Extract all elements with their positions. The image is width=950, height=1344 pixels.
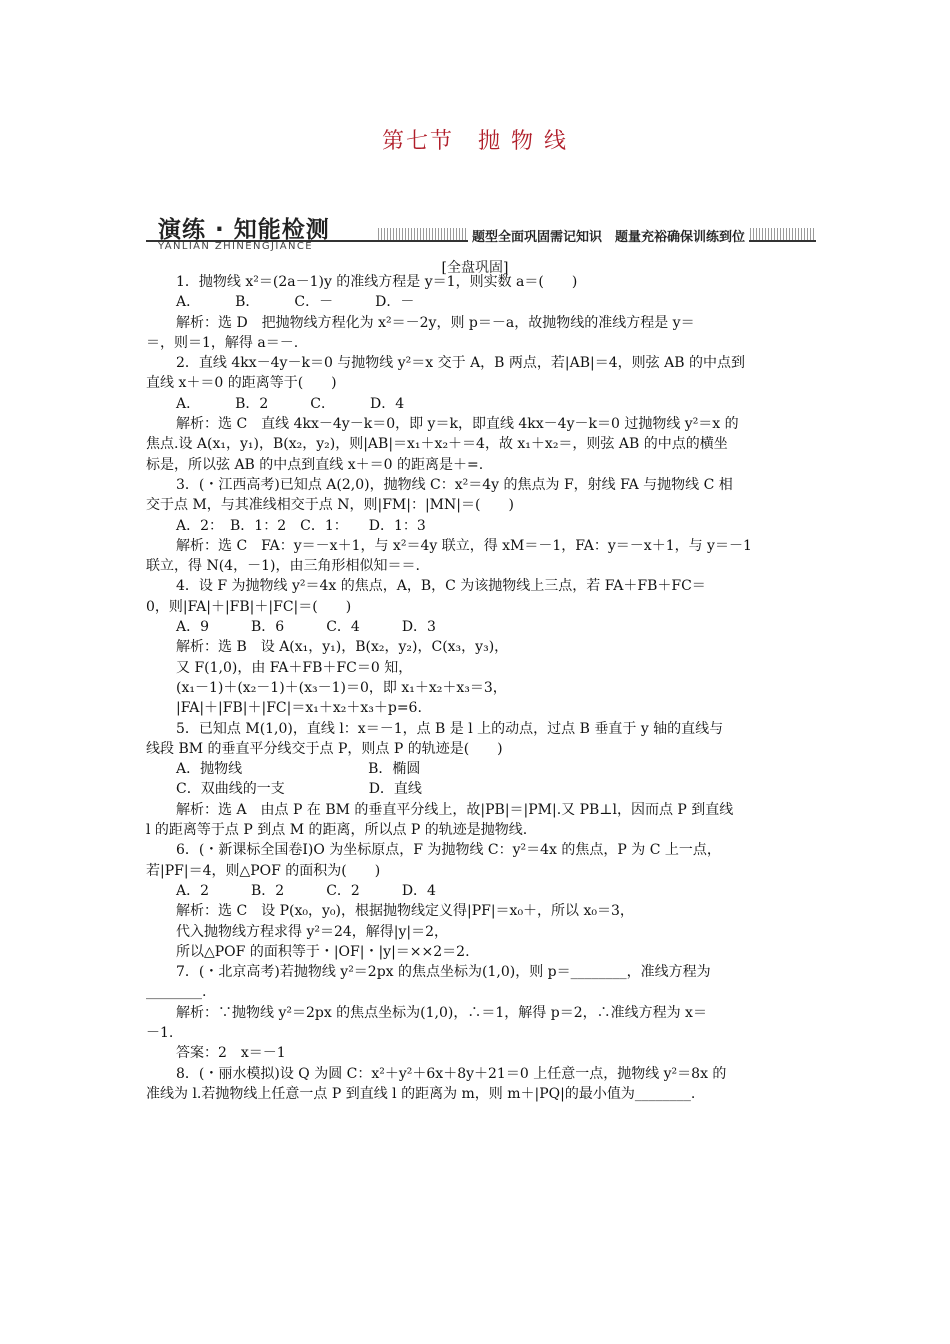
text-line: 准线为 l.若抛物线上任意一点 P 到直线 l 的距离为 m，则 m＋|PQ|的最小值为________. xyxy=(146,1085,696,1102)
text-line: A．2： B．1：2 C．1： D．1：3 xyxy=(176,517,426,534)
text-line: ＝，则＝1，解得 a＝－. xyxy=(146,334,299,351)
text-line: 交于点 M，与其准线相交于点 N，则|FM|：|MN|＝( ) xyxy=(146,497,514,514)
text-line: 焦点.设 A(x₁，y₁)，B(x₂，y₂)，则|AB|＝x₁＋x₂＋＝4，故 x₁＋x₂＝，则弦 AB 的中点的横坐 xyxy=(146,436,728,453)
text-line: 解析：选 A 由点 P 在 BM 的垂直平分线上，故|PB|＝|PM|.又 PB⊥l，因而点 P 到直线 xyxy=(176,801,734,818)
text-line: 5．已知点 M(1,0)，直线 l：x＝－1，点 B 是 l 上的动点，过点 B 垂直于 y 轴的直线与 xyxy=(176,720,724,737)
text-line: 所以△POF 的面积等于・|OF|・|y|＝××2＝2. xyxy=(176,943,470,960)
text-line: 2．直线 4kx－4y－k＝0 与抛物线 y²＝x 交于 A，B 两点，若|AB|＝4，则弦 AB 的中点到 xyxy=(176,355,745,372)
text-line: ________. xyxy=(146,984,207,1001)
text-line: 解析：选 C 设 P(x₀，y₀)，根据抛物线定义得|PF|＝x₀＋，所以 x₀＝3， xyxy=(176,903,634,920)
text-line: 6．(・新课标全国卷Ⅰ)O 为坐标原点，F 为抛物线 C：y²＝4x 的焦点，P 为 C 上一点， xyxy=(176,842,721,859)
text-line: 3．(・江西高考)已知点 A(2,0)，抛物线 C：x²＝4y 的焦点为 F，射线 FA 与抛物线 C 相 xyxy=(176,476,733,493)
section-banner xyxy=(146,214,816,254)
section-heading: [全盘巩固] xyxy=(441,260,509,276)
text-line: A． B．2 C． D．4 xyxy=(176,395,405,412)
text-line: 标是，所以弦 AB 的中点到直线 x＋＝0 的距离是＋=. xyxy=(146,456,484,473)
text-line: 直线 x＋＝0 的距离等于( ) xyxy=(146,375,337,392)
text-line: |FA|＋|FB|＋|FC|＝x₁＋x₂＋x₃＋p=6. xyxy=(176,700,422,717)
text-line: 解析：∵抛物线 y²＝2px 的焦点坐标为(1,0)，∴＝1，解得 p＝2，∴准线方程为 x＝ xyxy=(176,1004,707,1021)
text-line: 0，则|FA|＋|FB|＋|FC|＝( ) xyxy=(146,598,352,615)
text-line: 联立，得 N(4，－1)，由三角形相似知＝＝. xyxy=(146,558,420,575)
text-line: A． B． C．－ D．－ xyxy=(176,294,415,311)
text-line: －1. xyxy=(146,1024,174,1041)
text-line: 1．抛物线 x²＝(2a－1)y 的准线方程是 y＝1，则实数 a＝( ) xyxy=(176,274,578,290)
banner-slogan: 题型全面巩固需记知识 题量充裕确保训练到位 xyxy=(468,226,749,245)
text-line: 8．(・丽水模拟)设 Q 为圆 C：x²＋y²＋6x＋8y＋21＝0 上任意一点，抛物线 y²＝8x 的 xyxy=(176,1065,727,1082)
text-line: 解析：选 C 直线 4kx－4y－k＝0，即 y＝k，即直线 4kx－4y－k＝0 过抛物线 y²＝x 的 xyxy=(176,416,739,433)
text-line: A．2 B．2 C．2 D．4 xyxy=(176,882,436,899)
text-line: 7．(・北京高考)若抛物线 y²＝2px 的焦点坐标为(1,0)，则 p＝________，准线方程为 xyxy=(176,964,711,981)
page-title: 第七节 抛 物 线 xyxy=(382,129,568,154)
text-line: 代入抛物线方程求得 y²＝24，解得|y|＝2， xyxy=(176,923,449,940)
text-line: 线段 BM 的垂直平分线交于点 P，则点 P 的轨迹是( ) xyxy=(146,740,503,757)
text-line: 若|PF|＝4，则△POF 的面积为( ) xyxy=(146,862,381,879)
banner-label-box xyxy=(146,214,376,242)
text-line: 答案：2 x＝－1 xyxy=(176,1045,286,1062)
text-line: (x₁－1)＋(x₂－1)＋(x₃－1)＝0，即 x₁＋x₂＋x₃＝3， xyxy=(176,679,507,696)
text-line: 4．设 F 为抛物线 y²＝4x 的焦点，A，B，C 为该抛物线上三点，若 FA＋FB＋FC＝ xyxy=(176,578,706,595)
text-line: 解析：选 C FA：y＝－x＋1，与 x²＝4y 联立，得 xM＝－1，FA：y＝－x＋1，与 y＝－1 xyxy=(176,537,752,554)
text-line: 解析：选 B 设 A(x₁，y₁)，B(x₂，y₂)，C(x₃，y₃)， xyxy=(176,639,509,656)
text-line: C．双曲线的一支 D．直线 xyxy=(176,781,422,798)
text-line: l 的距离等于点 P 到点 M 的距离，所以点 P 的轨迹是抛物线. xyxy=(146,822,528,839)
banner-title: 演练 · 知能检测 xyxy=(158,217,330,243)
text-line: A．9 B．6 C．4 D．3 xyxy=(176,619,436,636)
problem-list xyxy=(146,272,810,1104)
text-line: 又 F(1,0)，由 FA＋FB＋FC＝0 知， xyxy=(176,659,413,676)
banner-pinyin: YANLIAN ZHINENGJIANCE xyxy=(158,241,313,252)
text-line: 解析：选 D 把抛物线方程化为 x²＝－2y，则 p＝－a，故抛物线的准线方程是 y＝ xyxy=(176,314,695,331)
text-line: A．抛物线 B．椭圆 xyxy=(176,761,421,778)
